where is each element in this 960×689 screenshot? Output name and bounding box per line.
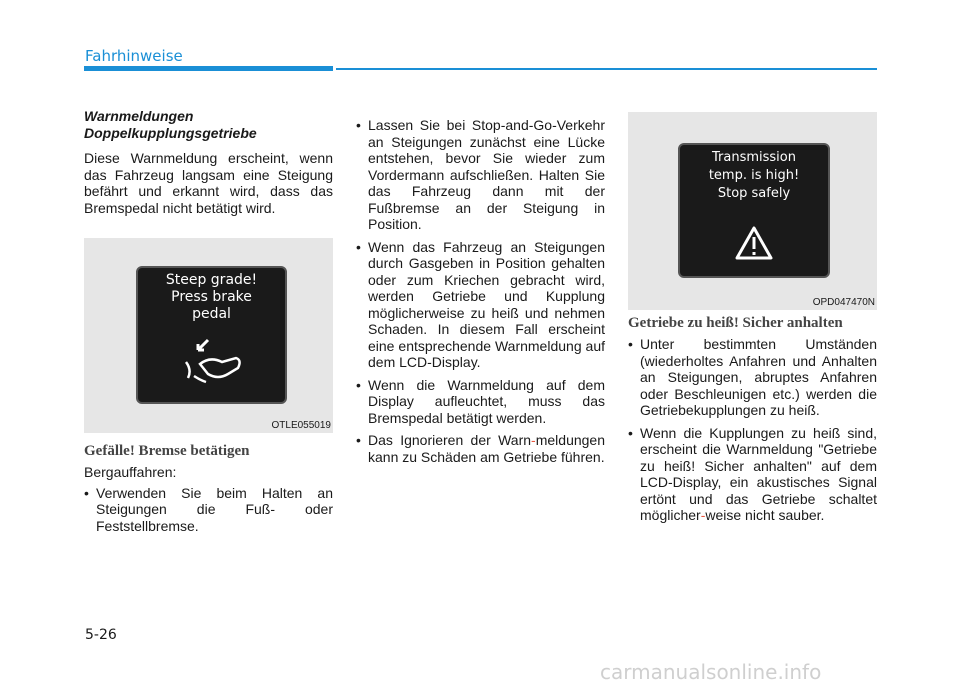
text-part: Das Ignorieren der Warn (368, 432, 532, 448)
list-item: • Lassen Sie bei Stop-and-Go-Verkehr an Steigungen zunächst eine Lücke entstehen, bevor Sie wieder zum Vordermann aufschließen. Halten Sie das Fahrzeug dann mit der Fußbremse an der Steigung in Position. (356, 117, 605, 233)
column-1-lower (84, 443, 333, 540)
text-part: meldungen kann zu Schäden am Getriebe führen. (368, 432, 605, 465)
uphill-label: Bergauffahren: (84, 464, 177, 480)
warning-heading-line1: Warnmeldungen (84, 108, 194, 124)
figure-code: OPD047470N (812, 297, 875, 308)
brake-pedal-icon (178, 336, 248, 388)
col1-bullets (84, 485, 333, 535)
watermark: carmanualsonline.info (600, 660, 822, 684)
lcd-line: temp. is high! (708, 168, 800, 183)
figure-code: OTLE055019 (271, 420, 331, 431)
steep-grade-heading: Gefälle! Bremse betätigen (84, 443, 250, 459)
hyphen-mark: - (700, 507, 706, 523)
column-2 (356, 117, 605, 471)
lcd-line: Press brake (171, 289, 252, 305)
lcd-line: pedal (192, 306, 231, 322)
transmission-temp-figure (628, 112, 877, 310)
list-item: • Verwenden Sie beim Halten an Steigungen die Fuß- oder Feststellbremse. (84, 485, 333, 535)
warning-intro: Diese Warnmeldung erscheint, wenn das Fahrzeug langsam eine Steigung befährt und erkannt wird, dass das Bremspedal nicht betätigt wird. (84, 150, 333, 216)
column-3 (628, 315, 877, 530)
list-item (356, 432, 605, 465)
header-rule-thin (336, 68, 877, 70)
text-part: weise nicht sauber. (705, 507, 825, 523)
lcd-line: Transmission (712, 150, 796, 165)
list-item: • Wenn die Warnmeldung auf dem Display aufleuchtet, muss das Bremspedal betätigt werden. (356, 377, 605, 427)
lcd-line: Stop safely (717, 186, 791, 201)
list-item: • Unter bestimmten Umständen (wiederholtes Anfahren und Anhalten an Steigungen, abruptes Anfahren oder Beschleunigen etc.) werden die Getriebekupplungen zu heiß. (628, 336, 877, 419)
text-part: Wenn die Kupplungen zu heiß sind, erscheint die Warnmeldung "Getriebe zu heiß! Sicher anhalten" auf dem LCD-Display, ein akustisches Signal ertönt und das Getriebe schaltet möglicher (640, 424, 877, 523)
warning-heading-line2: Doppelkupplungsgetriebe (84, 125, 257, 141)
header-rule-thick (84, 66, 333, 71)
transmission-temp-lcd (678, 143, 830, 278)
transmission-heading: Getriebe zu heiß! Sicher anhalten (628, 315, 843, 331)
steep-grade-figure (84, 238, 333, 433)
hyphen-mark: - (531, 432, 536, 448)
section-title: Fahrhinweise (85, 47, 183, 65)
col2-bullets (356, 117, 605, 465)
page-number: 5-26 (85, 627, 117, 643)
lcd-line: Steep grade! (165, 272, 258, 288)
steep-grade-lcd (136, 266, 287, 404)
col3-bullets (628, 336, 877, 524)
column-1 (84, 108, 333, 220)
warning-triangle-icon (734, 225, 774, 261)
list-item (628, 425, 877, 524)
warning-heading (84, 108, 333, 142)
list-item: • Wenn das Fahrzeug an Steigungen durch Gasgeben in Position gehalten oder zum Kriechen gebracht wird, werden Getriebe und Kupplung möglicherweise zu heiß und nehmen Schaden. In diesem Fall erscheint eine entsprechende Warnmeldung auf dem LCD-Display. (356, 239, 605, 371)
